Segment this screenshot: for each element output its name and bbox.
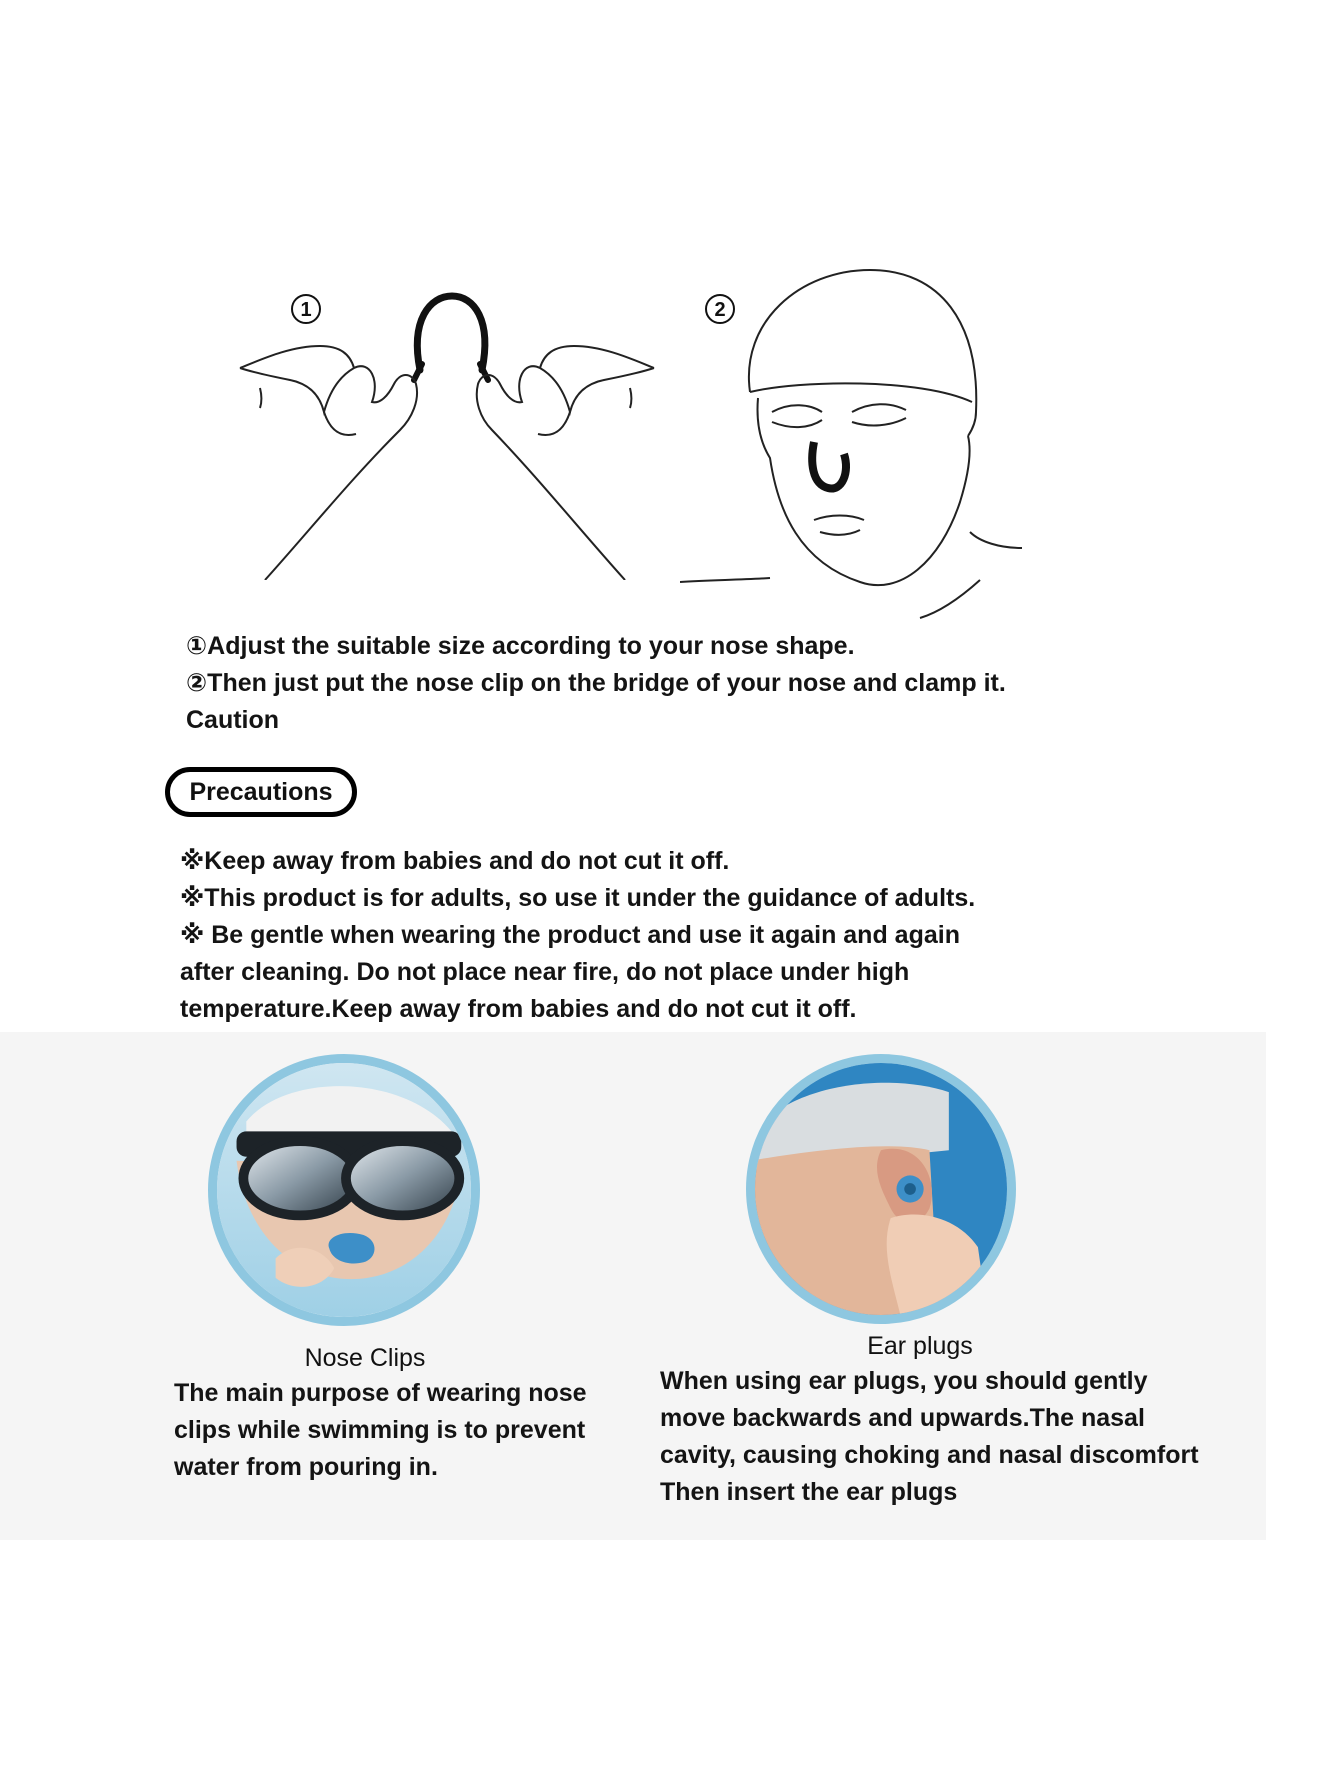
hands-adjusting-clip-illustration: [230, 280, 660, 580]
description-line: clips while swimming is to prevent: [174, 1416, 586, 1444]
nose-clips-description: [174, 1375, 587, 1486]
nose-clips-title: Nose Clips: [304, 1344, 426, 1372]
description-line: Then insert the ear plugs: [660, 1478, 958, 1506]
nose-clips-photo: [208, 1054, 480, 1326]
face-wearing-clip-illustration: [680, 262, 1100, 622]
precautions-badge: Precautions: [165, 767, 357, 817]
swimmer-goggles-image: [217, 1063, 471, 1317]
ear-plug-insertion-image: [755, 1063, 1007, 1315]
instruction-line: ①Adjust the suitable size according to your nose shape.: [186, 632, 855, 660]
precaution-line: temperature.Keep away from babies and do not cut it off.: [180, 995, 857, 1023]
precaution-line: ※Keep away from babies and do not cut it off.: [180, 847, 730, 875]
instruction-line: ②Then just put the nose clip on the bridge of your nose and clamp it.: [186, 669, 1006, 697]
step-1-number: 1: [300, 299, 312, 321]
description-line: cavity, causing choking and nasal discomfort: [660, 1441, 1199, 1469]
precaution-line: after cleaning. Do not place near fire, do not place under high: [180, 958, 910, 986]
instructions-text: [186, 628, 1186, 739]
description-line: When using ear plugs, you should gently: [660, 1367, 1148, 1395]
precaution-line: ※This product is for adults, so use it under the guidance of adults.: [180, 884, 976, 912]
step-2-number: 2: [714, 299, 726, 321]
description-line: move backwards and upwards.The nasal: [660, 1404, 1145, 1432]
description-line: The main purpose of wearing nose: [174, 1379, 587, 1407]
ear-plugs-photo: [746, 1054, 1016, 1324]
ear-plugs-title: Ear plugs: [867, 1332, 973, 1360]
products-section: [0, 1032, 1266, 1540]
description-line: water from pouring in.: [174, 1453, 438, 1481]
precautions-text: [180, 843, 1080, 1028]
caution-label: Caution: [186, 706, 280, 734]
ear-plugs-description: [660, 1363, 1199, 1511]
precaution-line: ※ Be gentle when wearing the product and use it again and again: [180, 921, 960, 949]
